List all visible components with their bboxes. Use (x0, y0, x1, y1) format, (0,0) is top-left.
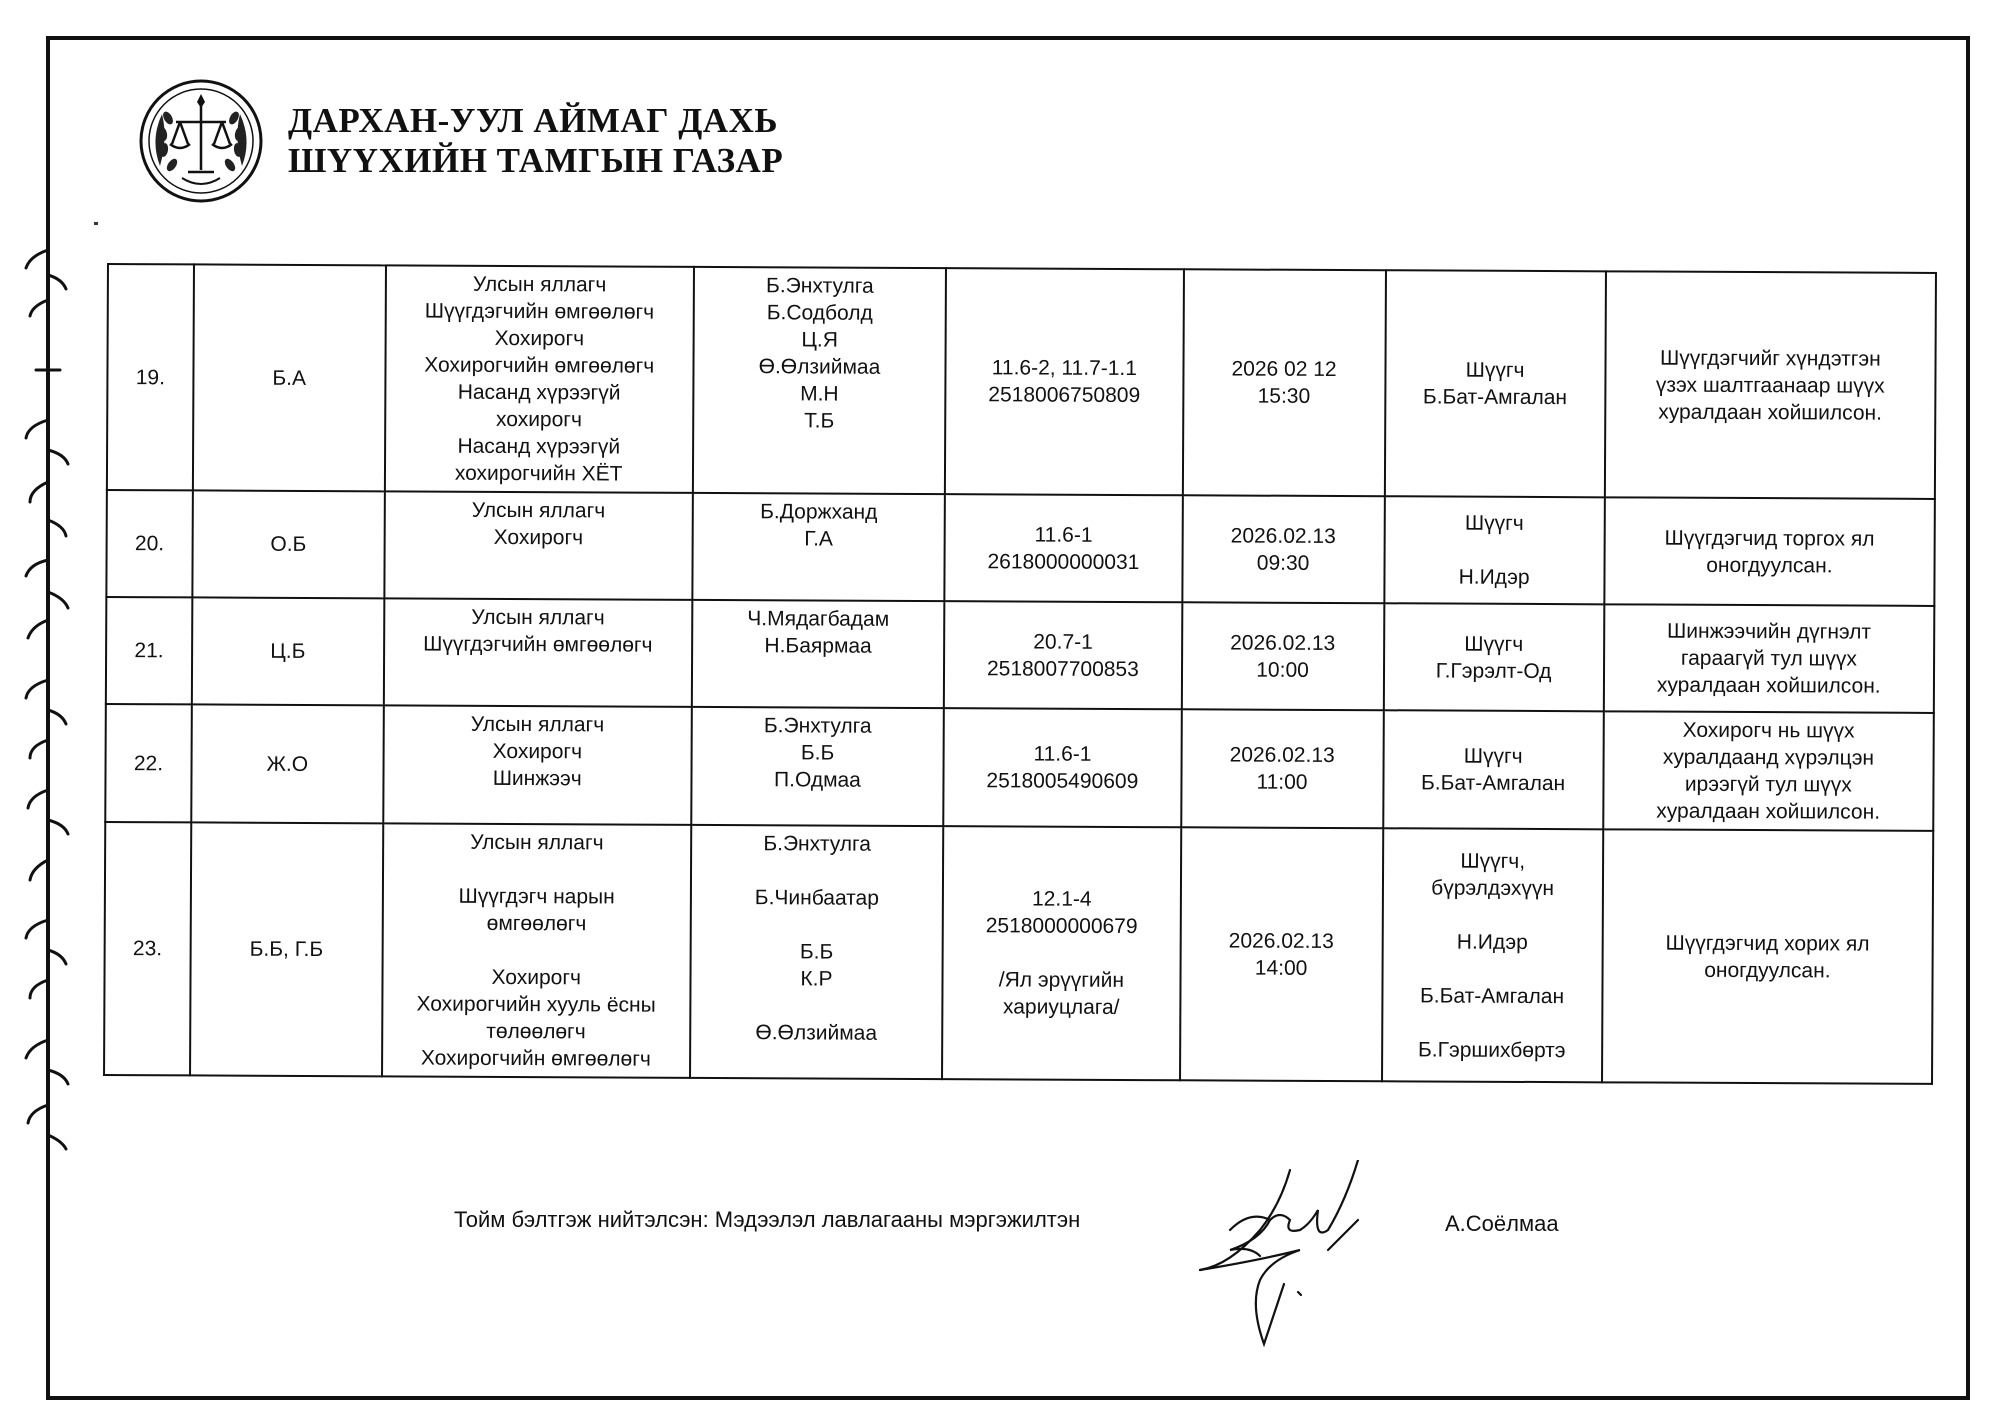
organization-title-line2: ШҮҮХИЙН ТАМГЫН ГАЗАР (288, 141, 784, 180)
preparer-name: А.Соёлмаа (1445, 1211, 1559, 1236)
case-article: 11.6-2, 11.7-1.1 2518006750809 (945, 268, 1183, 495)
participant-roles: Улсын яллагч Шүүгдэгчийн өмгөөлөгч (384, 598, 693, 707)
participant-names: Б.Энхтулга Б.Б П.Одмаа (691, 707, 944, 826)
hearing-datetime: 2026.02.13 10:00 (1181, 602, 1384, 710)
table-row (106, 490, 1935, 606)
table-row (104, 822, 1933, 1084)
participant-names: Б.Доржханд Г.А (692, 493, 945, 601)
participant-names: Ч.Мядагбадам Н.Баярмаа (692, 600, 945, 708)
defendant-initials: Б.Б, Г.Б (190, 822, 383, 1076)
case-article: 11.6-1 2518005490609 (943, 708, 1181, 827)
hearing-result: Шүүгдэгчийг хүндэтгэн үзэх шалтгаанаар шүүх хуралдаан хойшилсон. (1605, 271, 1936, 499)
hearing-datetime: 2026.02.13 14:00 (1180, 827, 1383, 1081)
judge: Шүүгч Б.Бат-Амгалан (1383, 710, 1604, 829)
judge: Шүүгч, бүрэлдэхүүн Н.Идэр Б.Бат-Амгалан Б.Гэршихбөртэ (1382, 828, 1603, 1082)
hearing-datetime: 2026.02.13 09:30 (1182, 495, 1385, 603)
defendant-initials: Ц.Б (192, 597, 384, 705)
row-number: 23. (104, 822, 191, 1075)
scan-speck (94, 222, 98, 225)
participant-roles: Улсын яллагч Хохирогч Шинжээч (383, 705, 692, 825)
prepared-by-text: Тойм бэлтгэж нийтэлсэн: Мэдээлэл лавлагааны мэргэжилтэн (454, 1207, 1081, 1232)
case-article: 12.1-4 2518000000679 /Ял эрүүгийн хариуцлага/ (942, 826, 1181, 1080)
row-number: 21. (106, 597, 192, 704)
court-schedule-table (103, 263, 1937, 1085)
hearing-result: Шүүгдэгчид торгох ял оногдуулсан. (1604, 497, 1935, 606)
organization-title-line1: ДАРХАН-УУЛ АЙМАГ ДАХЬ (288, 101, 778, 140)
judge: Шүүгч Н.Идэр (1384, 496, 1605, 604)
row-number: 19. (107, 264, 194, 490)
participant-roles: Улсын яллагч Шүүгдэгчийн өмгөөлөгч Хохирогч Хохирогчийн өмгөөлөгч Насанд хүрээгүй хохирогч Насанд хүрээгүй хохирогчийн ХЁТ (385, 265, 694, 493)
participant-roles: Улсын яллагч Хохирогч (384, 491, 693, 600)
organization-title (288, 101, 783, 181)
hearing-result: Шүүгдэгчид хорих ял оногдуулсан. (1602, 829, 1934, 1084)
signature-icon (1190, 1160, 1430, 1350)
defendant-initials: О.Б (192, 490, 384, 598)
judge: Шүүгч Б.Бат-Амгалан (1384, 270, 1605, 497)
hearing-datetime: 2026 02 12 15:30 (1182, 269, 1385, 496)
participant-names: Б.Энхтулга Б.Чинбаатар Б.Б К.Р Ө.Өлзиймаа (690, 825, 944, 1079)
case-article: 20.7-1 2518007700853 (944, 601, 1182, 709)
table-row (106, 597, 1935, 713)
table-row (105, 704, 1934, 831)
case-article: 11.6-1 2618000000031 (945, 494, 1183, 602)
vertical-mongolian-script (8, 220, 78, 1170)
court-emblem-icon (138, 78, 264, 204)
hearing-result: Шинжээчийн дүгнэлт гараагүй тул шүүх хуралдаан хойшилсон. (1604, 604, 1935, 713)
table-row (107, 264, 1936, 499)
hearing-datetime: 2026.02.13 11:00 (1181, 709, 1384, 828)
hearing-result: Хохирогч нь шүүх хуралдаанд хүрэлцэн ирээгүй тул шүүх хуралдаан хойшилсон. (1603, 711, 1934, 831)
row-number: 20. (106, 490, 192, 597)
defendant-initials: Б.А (193, 264, 386, 491)
page-header (138, 78, 783, 204)
defendant-initials: Ж.О (191, 704, 383, 823)
judge: Шүүгч Г.Гэрэлт-Од (1383, 603, 1604, 711)
schedule-table-wrapper (103, 263, 1937, 1085)
row-number: 22. (105, 704, 191, 822)
participant-names: Б.Энхтулга Б.Содболд Ц.Я Ө.Өлзиймаа М.Н Т.Б (693, 267, 947, 494)
participant-roles: Улсын яллагч Шүүгдэгч нарын өмгөөлөгч Хохирогч Хохирогчийн хууль ёсны төлөөлөгч Хохирогчийн өмгөөлөгч (382, 823, 691, 1078)
